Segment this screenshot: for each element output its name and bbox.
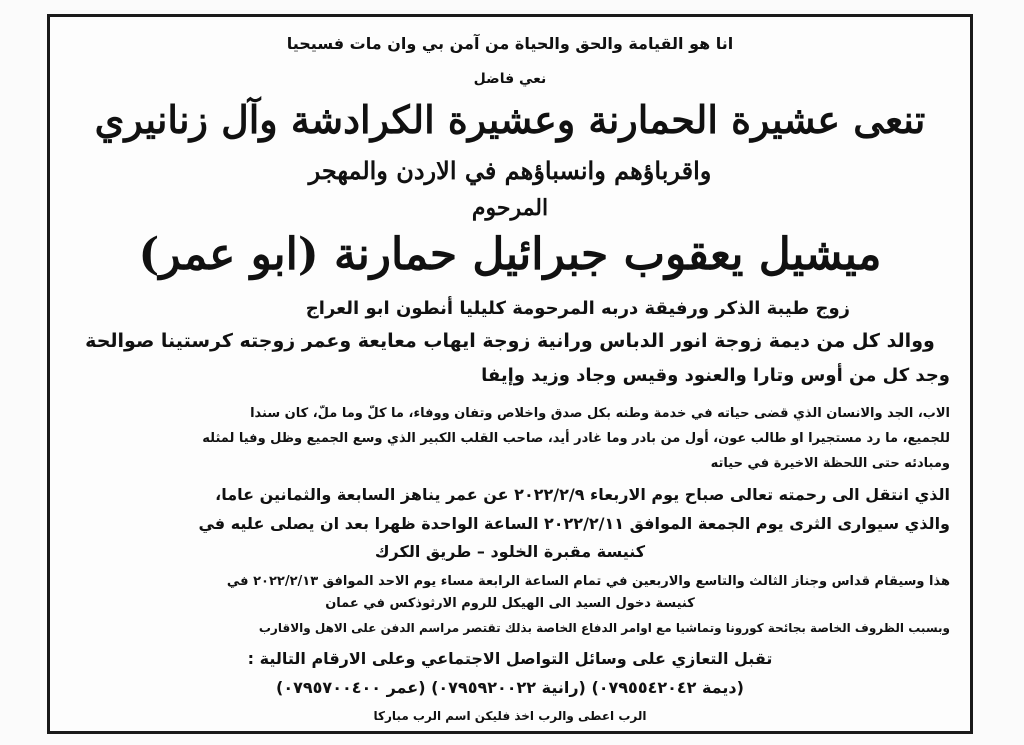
eulogy-line-2: للجميع، ما رد مستجيرا او طالب عون، أول من بادر وما غادر أيد، صاحب القلب الكبير الذي وسع الجميع وظل وفيا لمثله — [202, 431, 950, 446]
covid-line: وبسبب الظروف الخاصة بجائحة كورونا وتماشيا مع اوامر الدفاع الخاصة بذلك تقتصر مراسم الدفن على الاهل والاقارب — [258, 621, 950, 635]
eulogy-line-1: الاب، الجد والانسان الذي قضى حياته في خدمة وطنه بكل صدق واخلاص وتفان ووفاء، ما كلّ وما ملّ، كان سندا — [250, 406, 950, 421]
mass-line-1: هذا وسيقام قداس وجناز الثالث والتاسع والاربعين في تمام الساعة الرابعة مساء يوم الاحد الموافق ٢٠٢٢/٢/١٣ في — [226, 574, 950, 589]
obituary-frame — [47, 14, 973, 734]
children-line: ووالد كل من ديمة زوجة انور الدباس ورانية زوجة ايهاب معايعة وعمر زوجته كرستينا صوالحة — [85, 330, 935, 352]
intro-line: نعي فاضل — [473, 71, 547, 87]
funeral-line-1: والذي سيوارى الثرى يوم الجمعة الموافق ٢٠٢٢/٢/١١ الساعة الواحدة ظهرا بعد ان يصلى عليه في — [198, 514, 950, 533]
relatives-line: واقرباؤهم وانسباؤهم في الاردن والمهجر — [308, 156, 712, 185]
deceased-name: ميشيل يعقوب جبرائيل حمارنة (ابو عمر) — [138, 229, 882, 280]
late-label: المرحوم — [471, 195, 549, 221]
families-heading: تنعى عشيرة الحمارنة وعشيرة الكرادشة وآل زنانيري — [94, 97, 926, 142]
grandchildren-line: وجد كل من أوس وتارا والعنود وقيس وجاد وزيد وإيفا — [481, 365, 950, 386]
death-line: الذي انتقل الى رحمته تعالى صباح يوم الاربعاء ٢٠٢٢/٢/٩ عن عمر يناهز السابعة والثمانين عاما، — [215, 485, 950, 504]
eulogy-line-3: ومبادئه حتى اللحظة الاخيرة في حياته — [710, 456, 950, 471]
phone-numbers: (ديمة ٠٧٩٥٥٤٢٠٤٢) (رانية ٠٧٩٥٩٢٠٠٢٢) (عمر ٠٧٩٥٧٠٠٤٠٠) — [276, 678, 744, 697]
spouse-line: زوج طيبة الذكر ورفيقة دربه المرحومة كليليا أنطون ابو العراج — [305, 298, 850, 319]
condolence-intro: تقبل التعازي على وسائل التواصل الاجتماعي وعلى الارقام التالية : — [247, 649, 773, 668]
closing-line: الرب اعطى والرب اخذ فليكن اسم الرب مباركا — [373, 709, 647, 723]
mass-line-2: كنيسة دخول السيد الى الهيكل للروم الارثوذكس في عمان — [325, 596, 695, 611]
verse-line: انا هو القيامة والحق والحياة من آمن بي وان مات فسيحيا — [286, 34, 734, 53]
funeral-line-2: كنيسة مقبرة الخلود – طريق الكرك — [374, 542, 646, 561]
